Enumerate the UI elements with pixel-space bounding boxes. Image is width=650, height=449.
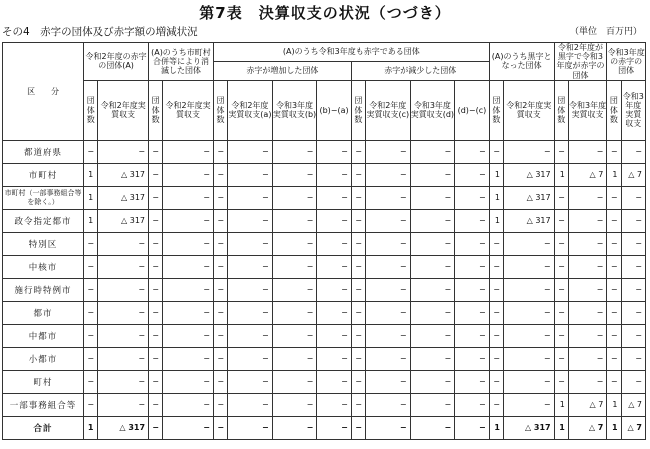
table-cell: − bbox=[410, 278, 455, 301]
table-cell: − bbox=[621, 278, 645, 301]
table-cell: − bbox=[213, 209, 227, 232]
table-cell: − bbox=[621, 209, 645, 232]
table-cell: − bbox=[410, 370, 455, 393]
table-cell: − bbox=[410, 301, 455, 324]
table-cell: − bbox=[554, 232, 568, 255]
table-cell: − bbox=[568, 347, 607, 370]
table-cell: − bbox=[228, 163, 273, 186]
header-r3b: 令和3年度実質収支(b) bbox=[272, 80, 317, 140]
table-cell: − bbox=[455, 163, 490, 186]
table-cell: − bbox=[455, 186, 490, 209]
table-cell: − bbox=[228, 301, 273, 324]
table-cell: − bbox=[213, 232, 227, 255]
table-cell: − bbox=[98, 393, 149, 416]
table-cell: △ 7 bbox=[621, 416, 645, 439]
table-cell: − bbox=[410, 140, 455, 163]
table-cell: − bbox=[410, 209, 455, 232]
table-cell: − bbox=[503, 140, 554, 163]
table-cell: − bbox=[410, 186, 455, 209]
table-cell: − bbox=[149, 232, 163, 255]
table-cell: − bbox=[568, 232, 607, 255]
table-cell: − bbox=[489, 301, 503, 324]
table-cell: − bbox=[272, 301, 317, 324]
table-cell: − bbox=[621, 347, 645, 370]
table-cell: − bbox=[489, 140, 503, 163]
table-cell: − bbox=[365, 347, 410, 370]
table-cell: − bbox=[272, 209, 317, 232]
table-cell: − bbox=[489, 324, 503, 347]
table-cell: − bbox=[410, 255, 455, 278]
table-cell: − bbox=[365, 232, 410, 255]
header-group-a: 令和2年度の赤字の団体(A) bbox=[84, 43, 149, 81]
table-cell: − bbox=[351, 301, 365, 324]
table-row bbox=[3, 347, 646, 370]
table-row bbox=[3, 186, 646, 209]
table-cell: − bbox=[503, 393, 554, 416]
table-cell: − bbox=[163, 301, 214, 324]
header-increased: 赤字が増加した団体 bbox=[213, 61, 351, 80]
table-cell: − bbox=[84, 278, 98, 301]
table-cell: − bbox=[213, 140, 227, 163]
table-cell: − bbox=[84, 255, 98, 278]
table-cell: − bbox=[213, 301, 227, 324]
table-cell: △ 7 bbox=[568, 163, 607, 186]
table-cell: − bbox=[607, 347, 621, 370]
table-cell: − bbox=[621, 301, 645, 324]
header-count: 団体数 bbox=[489, 80, 503, 140]
table-cell: 1 bbox=[84, 186, 98, 209]
table-cell: − bbox=[554, 347, 568, 370]
table-cell: − bbox=[351, 278, 365, 301]
table-cell: − bbox=[554, 186, 568, 209]
table-cell: − bbox=[84, 370, 98, 393]
table-row bbox=[3, 324, 646, 347]
table-cell: − bbox=[84, 393, 98, 416]
table-cell: − bbox=[568, 370, 607, 393]
table-cell: − bbox=[455, 324, 490, 347]
table-cell: − bbox=[410, 347, 455, 370]
table-row bbox=[3, 140, 646, 163]
row-label: 小都市 bbox=[3, 347, 84, 370]
table-cell: − bbox=[410, 324, 455, 347]
table-cell: △ 317 bbox=[503, 416, 554, 439]
table-cell: − bbox=[365, 278, 410, 301]
row-label: 中核市 bbox=[3, 255, 84, 278]
table-cell: − bbox=[317, 416, 351, 439]
table-cell: 1 bbox=[84, 416, 98, 439]
table-cell: − bbox=[163, 232, 214, 255]
table-cell: − bbox=[213, 416, 227, 439]
table-cell: − bbox=[213, 370, 227, 393]
header-d-minus-c: (d)−(c) bbox=[455, 80, 490, 140]
header-count: 団体数 bbox=[149, 80, 163, 140]
table-cell: − bbox=[213, 255, 227, 278]
table-cell: − bbox=[351, 370, 365, 393]
table-cell: − bbox=[554, 255, 568, 278]
table-cell: − bbox=[272, 393, 317, 416]
table-cell: − bbox=[607, 140, 621, 163]
table-cell: − bbox=[455, 393, 490, 416]
table-cell: − bbox=[621, 186, 645, 209]
table-cell: − bbox=[607, 186, 621, 209]
table-cell: − bbox=[149, 416, 163, 439]
unit-label: （単位 百万円） bbox=[569, 27, 642, 37]
table-cell: − bbox=[163, 393, 214, 416]
row-label: 市町村 bbox=[3, 163, 84, 186]
table-subtitle: その4 赤字の団体及び赤字額の増減状況 bbox=[2, 26, 198, 38]
table-cell: − bbox=[410, 393, 455, 416]
table-cell: − bbox=[351, 140, 365, 163]
table-cell: − bbox=[621, 232, 645, 255]
header-decreased: 赤字が減少した団体 bbox=[351, 61, 489, 80]
table-cell: − bbox=[365, 416, 410, 439]
header-group-new-deficit: 令和2年度が黒字で令和3年度が赤字の団体 bbox=[554, 43, 607, 81]
table-cell: − bbox=[621, 255, 645, 278]
table-cell: − bbox=[163, 278, 214, 301]
table-cell: − bbox=[621, 140, 645, 163]
table-cell: − bbox=[621, 324, 645, 347]
table-cell: − bbox=[272, 370, 317, 393]
table-cell: − bbox=[410, 163, 455, 186]
table-cell: − bbox=[568, 209, 607, 232]
table-cell: − bbox=[503, 370, 554, 393]
table-cell: − bbox=[455, 370, 490, 393]
header-r2a: 令和2年度実質収支(a) bbox=[228, 80, 273, 140]
table-cell: − bbox=[228, 140, 273, 163]
table-cell: − bbox=[503, 347, 554, 370]
table-cell: △ 317 bbox=[503, 186, 554, 209]
table-cell: − bbox=[503, 278, 554, 301]
table-cell: − bbox=[149, 209, 163, 232]
table-cell: − bbox=[163, 255, 214, 278]
table-cell: − bbox=[228, 347, 273, 370]
table-cell: − bbox=[228, 186, 273, 209]
table-cell: − bbox=[365, 186, 410, 209]
table-cell: − bbox=[272, 324, 317, 347]
table-cell: − bbox=[365, 255, 410, 278]
table-cell: − bbox=[410, 232, 455, 255]
table-cell: 1 bbox=[489, 186, 503, 209]
table-cell: − bbox=[489, 255, 503, 278]
header-count: 団体数 bbox=[607, 80, 621, 140]
table-row bbox=[3, 370, 646, 393]
table-cell: 1 bbox=[607, 416, 621, 439]
table-cell: − bbox=[272, 278, 317, 301]
table-cell: − bbox=[213, 186, 227, 209]
table-cell: − bbox=[568, 186, 607, 209]
table-cell: − bbox=[228, 393, 273, 416]
table-cell: − bbox=[149, 140, 163, 163]
table-cell: − bbox=[455, 255, 490, 278]
table-cell: − bbox=[213, 278, 227, 301]
table-cell: − bbox=[503, 324, 554, 347]
table-cell: − bbox=[554, 209, 568, 232]
table-cell: − bbox=[98, 324, 149, 347]
table-cell: − bbox=[272, 416, 317, 439]
table-row bbox=[3, 416, 646, 439]
table-cell: 1 bbox=[84, 209, 98, 232]
table-row bbox=[3, 232, 646, 255]
table-row bbox=[3, 278, 646, 301]
table-cell: − bbox=[503, 301, 554, 324]
table-cell: − bbox=[621, 370, 645, 393]
header-r2: 令和2年度実質収支 bbox=[163, 80, 214, 140]
table-cell: − bbox=[365, 301, 410, 324]
table-cell: − bbox=[607, 370, 621, 393]
table-cell: − bbox=[228, 324, 273, 347]
table-cell: − bbox=[272, 232, 317, 255]
table-cell: − bbox=[163, 347, 214, 370]
table-cell: − bbox=[98, 347, 149, 370]
table-cell: − bbox=[607, 255, 621, 278]
table-cell: − bbox=[317, 324, 351, 347]
table-cell: − bbox=[84, 140, 98, 163]
table-cell: − bbox=[163, 324, 214, 347]
table-cell: − bbox=[272, 140, 317, 163]
table-cell: − bbox=[365, 163, 410, 186]
row-label: 都市 bbox=[3, 301, 84, 324]
row-label: 特別区 bbox=[3, 232, 84, 255]
table-cell: − bbox=[228, 209, 273, 232]
table-cell: − bbox=[455, 209, 490, 232]
page-title: 第7表 決算収支の状況（つづき） bbox=[199, 4, 451, 22]
table-cell: △ 317 bbox=[98, 416, 149, 439]
table-cell: − bbox=[228, 232, 273, 255]
table-cell: − bbox=[317, 278, 351, 301]
header-count: 団体数 bbox=[84, 80, 98, 140]
table-cell: 1 bbox=[489, 209, 503, 232]
table-cell: − bbox=[365, 370, 410, 393]
header-r3d: 令和3年度実質収支(d) bbox=[410, 80, 455, 140]
table-cell: − bbox=[607, 324, 621, 347]
table-cell: − bbox=[489, 347, 503, 370]
table-cell: − bbox=[365, 209, 410, 232]
table-cell: − bbox=[351, 416, 365, 439]
header-r2c: 令和2年度実質収支(c) bbox=[365, 80, 410, 140]
table-cell: − bbox=[554, 140, 568, 163]
table-cell: − bbox=[149, 278, 163, 301]
table-cell: − bbox=[228, 278, 273, 301]
table-cell: − bbox=[149, 255, 163, 278]
table-cell: − bbox=[317, 163, 351, 186]
table-cell: − bbox=[163, 140, 214, 163]
table-cell: − bbox=[489, 278, 503, 301]
table-cell: △ 7 bbox=[621, 393, 645, 416]
header-r2: 令和2年度実質収支 bbox=[503, 80, 554, 140]
row-label: 市町村（一部事務組合等を除く。） bbox=[3, 186, 84, 209]
table-cell: − bbox=[272, 186, 317, 209]
header-r3: 令和3年度実質収支 bbox=[568, 80, 607, 140]
table-cell: − bbox=[98, 370, 149, 393]
header-r2: 令和2年度実質収支 bbox=[98, 80, 149, 140]
header-count: 団体数 bbox=[351, 80, 365, 140]
table-cell: − bbox=[365, 393, 410, 416]
table-cell: △ 317 bbox=[503, 209, 554, 232]
table-cell: − bbox=[163, 186, 214, 209]
table-cell: − bbox=[455, 301, 490, 324]
table-cell: − bbox=[489, 370, 503, 393]
table-cell: − bbox=[98, 278, 149, 301]
table-cell: − bbox=[568, 278, 607, 301]
table-cell: △ 317 bbox=[98, 163, 149, 186]
table-cell: − bbox=[489, 393, 503, 416]
table-cell: 1 bbox=[84, 163, 98, 186]
header-r3: 令和3年度実質収支 bbox=[621, 80, 645, 140]
table-cell: 1 bbox=[607, 393, 621, 416]
header-b-minus-a: (b)−(a) bbox=[317, 80, 351, 140]
table-cell: △ 7 bbox=[568, 416, 607, 439]
table-cell: 1 bbox=[607, 163, 621, 186]
table-cell: − bbox=[455, 347, 490, 370]
table-cell: − bbox=[455, 416, 490, 439]
table-cell: − bbox=[272, 163, 317, 186]
table-cell: 1 bbox=[554, 393, 568, 416]
table-cell: − bbox=[213, 347, 227, 370]
table-cell: − bbox=[98, 232, 149, 255]
table-cell: − bbox=[317, 301, 351, 324]
table-cell: − bbox=[568, 301, 607, 324]
header-group-still-deficit: (A)のうち令和3年度も赤字である団体 bbox=[213, 43, 489, 62]
table-cell: − bbox=[503, 232, 554, 255]
table-cell: − bbox=[351, 255, 365, 278]
header-kubun: 区 分 bbox=[3, 43, 84, 141]
table-cell: − bbox=[163, 370, 214, 393]
table-cell: − bbox=[554, 370, 568, 393]
table-row bbox=[3, 301, 646, 324]
table-cell: − bbox=[503, 255, 554, 278]
table-cell: − bbox=[317, 347, 351, 370]
table-cell: − bbox=[351, 186, 365, 209]
table-cell: − bbox=[489, 232, 503, 255]
table-cell: − bbox=[98, 255, 149, 278]
table-cell: − bbox=[568, 255, 607, 278]
table-cell: − bbox=[554, 278, 568, 301]
table-cell: − bbox=[351, 232, 365, 255]
table-cell: − bbox=[149, 301, 163, 324]
header-group-surplus: (A)のうち黒字となった団体 bbox=[489, 43, 554, 81]
results-table bbox=[2, 42, 646, 440]
table-cell: − bbox=[351, 209, 365, 232]
table-cell: − bbox=[365, 324, 410, 347]
table-cell: − bbox=[455, 140, 490, 163]
table-cell: △ 7 bbox=[621, 163, 645, 186]
row-label: 中都市 bbox=[3, 324, 84, 347]
table-cell: − bbox=[149, 324, 163, 347]
table-cell: − bbox=[607, 209, 621, 232]
table-cell: 1 bbox=[489, 416, 503, 439]
table-cell: − bbox=[607, 278, 621, 301]
table-cell: − bbox=[317, 209, 351, 232]
header-count: 団体数 bbox=[554, 80, 568, 140]
table-cell: − bbox=[351, 393, 365, 416]
table-cell: − bbox=[98, 140, 149, 163]
table-cell: − bbox=[149, 347, 163, 370]
table-cell: − bbox=[149, 186, 163, 209]
header-group-merged: (A)のうち市町村合併等により消滅した団体 bbox=[149, 43, 214, 81]
table-cell: − bbox=[455, 232, 490, 255]
table-cell: − bbox=[455, 278, 490, 301]
row-label: 施行時特例市 bbox=[3, 278, 84, 301]
table-cell: − bbox=[568, 324, 607, 347]
table-cell: − bbox=[351, 163, 365, 186]
table-row bbox=[3, 163, 646, 186]
row-label: 町村 bbox=[3, 370, 84, 393]
table-cell: − bbox=[351, 324, 365, 347]
table-cell: − bbox=[213, 163, 227, 186]
table-cell: − bbox=[213, 324, 227, 347]
table-cell: − bbox=[228, 370, 273, 393]
table-cell: △ 7 bbox=[568, 393, 607, 416]
table-cell: − bbox=[554, 324, 568, 347]
table-cell: − bbox=[351, 347, 365, 370]
table-cell: △ 317 bbox=[98, 209, 149, 232]
header-group-r3-deficit: 令和3年度の赤字の団体 bbox=[607, 43, 646, 81]
table-cell: − bbox=[84, 232, 98, 255]
table-row bbox=[3, 393, 646, 416]
table-cell: 1 bbox=[554, 163, 568, 186]
table-cell: − bbox=[317, 255, 351, 278]
table-cell: − bbox=[554, 301, 568, 324]
table-cell: − bbox=[228, 416, 273, 439]
table-cell: − bbox=[149, 393, 163, 416]
table-cell: − bbox=[84, 347, 98, 370]
row-label: 合計 bbox=[3, 416, 84, 439]
table-cell: − bbox=[213, 393, 227, 416]
table-cell: − bbox=[568, 140, 607, 163]
table-cell: − bbox=[317, 232, 351, 255]
table-cell: − bbox=[163, 209, 214, 232]
table-cell: − bbox=[163, 163, 214, 186]
table-row bbox=[3, 255, 646, 278]
table-cell: − bbox=[410, 416, 455, 439]
table-cell: − bbox=[228, 255, 273, 278]
table-cell: − bbox=[317, 393, 351, 416]
table-cell: − bbox=[84, 324, 98, 347]
row-label: 政令指定都市 bbox=[3, 209, 84, 232]
table-cell: 1 bbox=[489, 163, 503, 186]
table-cell: − bbox=[163, 416, 214, 439]
row-label: 都道府県 bbox=[3, 140, 84, 163]
table-cell: − bbox=[272, 255, 317, 278]
table-cell: − bbox=[365, 140, 410, 163]
table-cell: − bbox=[607, 301, 621, 324]
table-cell: − bbox=[317, 370, 351, 393]
table-cell: − bbox=[317, 186, 351, 209]
table-row bbox=[3, 209, 646, 232]
table-cell: △ 317 bbox=[503, 163, 554, 186]
table-cell: − bbox=[98, 301, 149, 324]
table-cell: − bbox=[149, 163, 163, 186]
table-cell: − bbox=[607, 232, 621, 255]
header-count: 団体数 bbox=[213, 80, 227, 140]
table-cell: 1 bbox=[554, 416, 568, 439]
row-label: 一部事務組合等 bbox=[3, 393, 84, 416]
table-cell: − bbox=[317, 140, 351, 163]
table-cell: △ 317 bbox=[98, 186, 149, 209]
table-cell: − bbox=[149, 370, 163, 393]
table-cell: − bbox=[84, 301, 98, 324]
table-cell: − bbox=[272, 347, 317, 370]
